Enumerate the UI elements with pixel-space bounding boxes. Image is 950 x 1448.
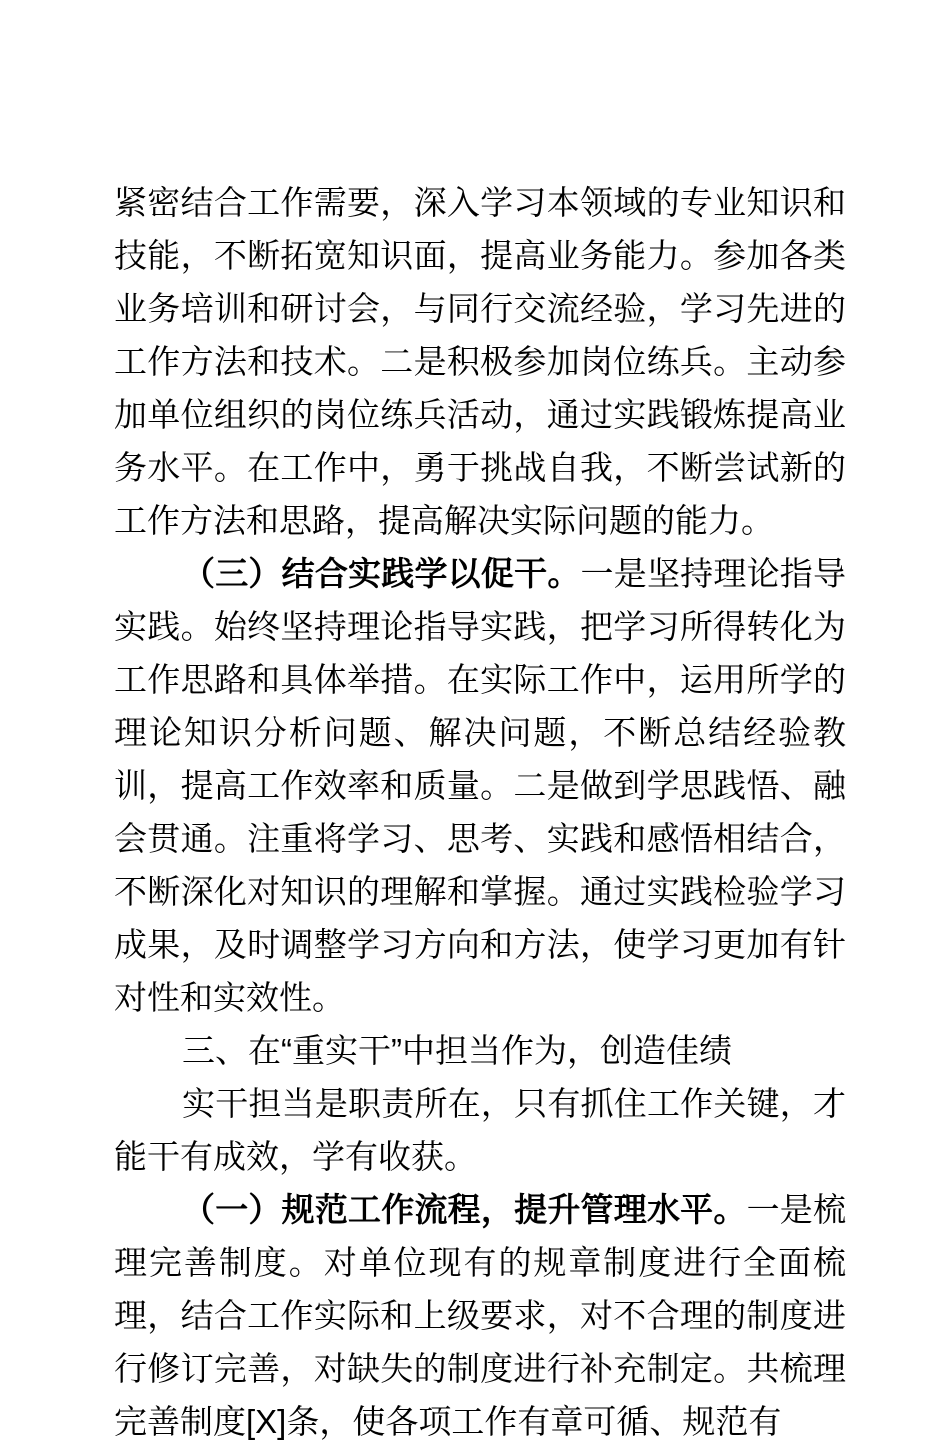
heading-run-bold: （三）结合实践学以促干。	[182, 555, 581, 592]
text-run: 实干担当是职责所在，只有抓住工作关键，才能干有成效，学有收获。	[114, 1085, 846, 1175]
text-run: 一是坚持理论指导实践。始终坚持理论指导实践，把学习所得转化为工作思路和具体举措。在实际工作中，运用所学的理论知识分析问题、解决问题，不断总结经验教训，提高工作效率和质量。二是做到学思践悟、融会贯通。注重将学习、思考、实践和感悟相结合，不断深化对知识的理解和掌握。通过实践检验学习成果，及时调整学习方向和方法，使学习更加有针对性和实效性。	[114, 555, 847, 1016]
paragraph-continued-study	[114, 176, 846, 547]
paragraph-section-three-lead	[114, 1077, 846, 1183]
text-run: 紧密结合工作需要，深入学习本领域的专业知识和技能，不断拓宽知识面，提高业务能力。参加各类业务培训和研讨会，与同行交流经验，学习先进的工作方法和技术。二是积极参加岗位练兵。主动参加单位组织的岗位练兵活动，通过实践锻炼提高业务水平。在工作中，勇于挑战自我，不断尝试新的工作方法和思路，提高解决实际问题的能力。	[114, 184, 846, 539]
section-title-run: 三、在“重实干”中担当作为，创造佳绩	[182, 1032, 732, 1069]
heading-run-bold: （一）规范工作流程，提升管理水平。	[182, 1191, 747, 1228]
text-run: 一是梳理完善制度。对单位现有的规章制度进行全面梳理，结合工作实际和上级要求，对不合理的制度进行修订完善，对缺失的制度进行补充制定。共梳理完善制度[X]条，使各项工作有章可循、规范有	[114, 1191, 847, 1440]
paragraph-section-three-title	[114, 1024, 846, 1077]
paragraph-section-3-heading-practice	[114, 547, 846, 1024]
document-text-body	[114, 176, 846, 1448]
paragraph-subsection-one-process	[114, 1183, 846, 1448]
